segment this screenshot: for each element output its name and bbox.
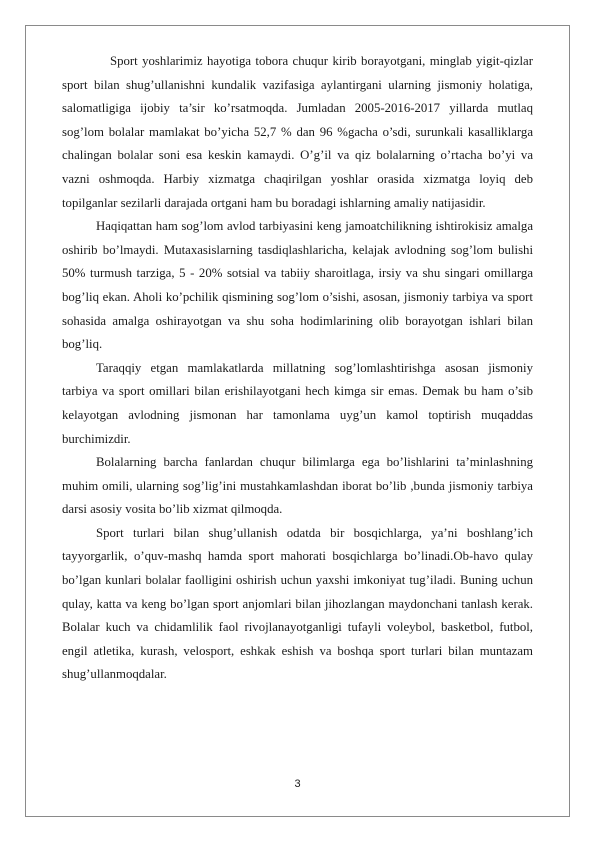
page-number: 3 bbox=[294, 778, 301, 790]
document-body bbox=[62, 50, 533, 687]
paragraph-2: Haqiqattan ham sog’lom avlod tarbiyasini keng jamoatchilikning ishtirokisiz amalga oshirib bo’lmaydi. Mutaxasislarning tasdiqlashlaricha, kelajak avlodning sog’lom bulishi 50% turmush tarziga, 5 - 20% sotsial va tabiiy sharoitlaga, irsiy va shu singari omillarga bog’liq ekan. Aholi ko’pchilik qismining sog’lom o’sishi, asosan, jismoniy tarbiya va sport sohasida amalga oshirayotgan va shu soha hodimlarining olib borayotgan ishlari bilan bog’liq. bbox=[62, 219, 533, 352]
paragraph-4: Bolalarning barcha fanlardan chuqur bilimlarga ega bo’lishlarini ta’minlashning muhim omili, ularning sog’lig’ini mustahkamlashdan iborat bo’lib ,bunda jismoniy tarbiya darsi asosiy vosita bo’lib xizmat qilmoqda. bbox=[62, 455, 533, 517]
paragraph-5: Sport turlari bilan shug’ullanish odatda bir bosqichlarga, ya’ni boshlang’ich tayyorgarlik, o’quv-mashq hamda sport mahorati bosqichlarga bo’linadi.Ob-havo qulay bo’lgan kunlari bolalar faolligini oshirish uchun yaxshi imkoniyat tug’iladi. Buning uchun qulay, katta va keng bo’lgan sport anjomlari bilan jihozlangan maydonchani tanlash kerak. Bolalar kuch va chidamlilik faol rivojlanayotganligi tufayli voleybol, basketbol, futbol, engil atletika, kurash, velosport, eshkak eshish va boshqa sport turlari bilan muntazam shug’ullanmoqdalar. bbox=[62, 525, 533, 682]
paragraph-3: Taraqqiy etgan mamlakatlarda millatning sog’lomlashtirishga asosan jismoniy tarbiya va sport omillari bilan erishilayotgani hech kimga sir emas. Demak bu ham o’sib kelayotgan avlodning jismonan har tamonlama uyg’un kamol toptirish muqaddas burchimizdir. bbox=[62, 360, 533, 446]
paragraph-1: Sport yoshlarimiz hayotiga tobora chuqur kirib borayotgani, minglab yigit-qizlar sport bilan shug’ullanishni kundalik vazifasiga aylantirgani ularning jismoniy holatiga, salomatligiga ijobiy ta’sir ko’rsatmoqda. Jumladan 2005-2016-2017 yillarda mutlaq sog’lom bolalar mamlakat bo’yicha 52,7 % dan 96 %gacha o’sdi, surunkali kasalliklarga chalingan bolalar soni esa keskin kamaydi. O’g’il va qiz bolalarning o’rtacha bo’yi va vazni oshmoqda. Harbiy xizmatga chaqirilgan yoshlar orasida xizmatga loyiq deb topilganlar sezilarli darajada ortgani ham bu boradagi ishlarning amaliy natijasidir. bbox=[62, 54, 533, 210]
